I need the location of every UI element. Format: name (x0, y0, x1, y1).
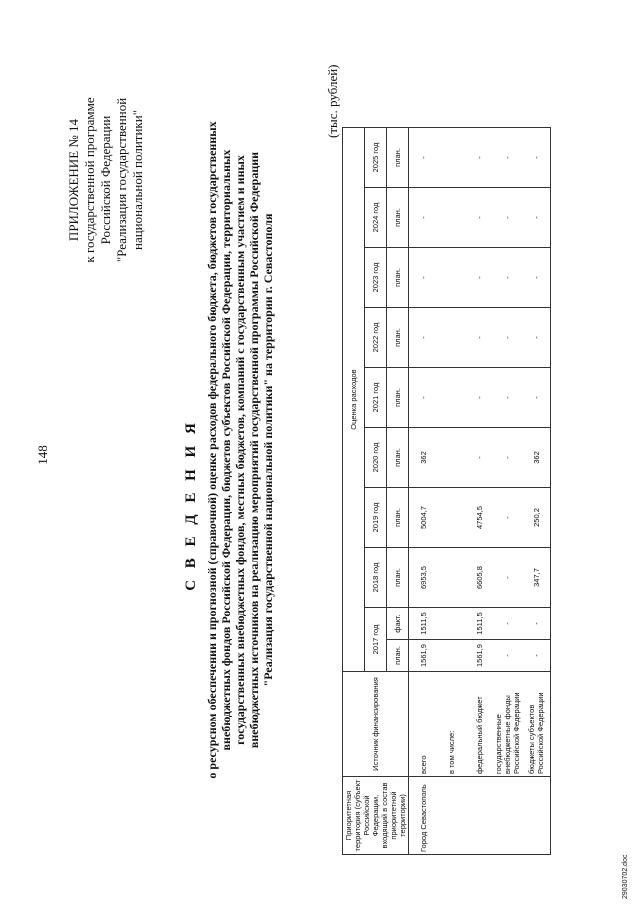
header-year: 2023 год (365, 248, 387, 308)
document-title: С В Е Д Е Н И Я (183, 419, 199, 591)
value-cell (437, 488, 465, 548)
value-cell: - (409, 368, 438, 428)
value-cell: - (493, 128, 522, 188)
value-cell: 1511,5 (409, 608, 438, 640)
territory-cell (522, 777, 551, 855)
units-label: (тыс. рублей) (325, 64, 340, 138)
subtitle-line: внебюджетных источников на реализацию мероприятий государственной программы Российской Федерации (247, 151, 261, 749)
expenditure-table (342, 127, 551, 855)
value-cell: - (493, 368, 522, 428)
header-plan: план. (387, 640, 409, 672)
table-body (409, 128, 551, 855)
value-cell: - (493, 248, 522, 308)
value-cell (437, 128, 465, 188)
value-cell: - (493, 188, 522, 248)
source-cell: в том числе: (437, 672, 465, 777)
header-year: 2024 год (365, 188, 387, 248)
source-cell: федеральный бюджет (465, 672, 493, 777)
value-cell: 6953,5 (409, 548, 438, 608)
table-row (522, 128, 551, 855)
subtitle-line: внебюджетных фондов Российской Федерации, бюджетов субъектов Российской Федерации, территориальных (219, 149, 233, 751)
appendix-line: Российской Федерации (98, 115, 113, 245)
value-cell: 1511,5 (465, 608, 493, 640)
value-cell (437, 428, 465, 488)
value-cell: - (493, 640, 522, 672)
territory-cell (465, 777, 493, 855)
table-row (437, 128, 465, 855)
header-year: 2020 год (365, 428, 387, 488)
header-year: 2025 год (365, 128, 387, 188)
value-cell: - (465, 368, 493, 428)
territory-cell (493, 777, 522, 855)
value-cell (437, 640, 465, 672)
value-cell (437, 368, 465, 428)
appendix-line: национальной политики" (130, 110, 145, 251)
source-cell: бюджеты субъектов Российской Федерации (522, 672, 551, 777)
value-cell: 4754,5 (465, 488, 493, 548)
value-cell: 1561,9 (465, 640, 493, 672)
source-cell: государственные внебюджетные фонды Российской Федерации (493, 672, 522, 777)
document-subtitle (205, 35, 275, 865)
table-row (465, 128, 493, 855)
value-cell: - (522, 308, 551, 368)
value-cell (437, 548, 465, 608)
value-cell: - (522, 608, 551, 640)
value-cell: 362 (522, 428, 551, 488)
header-source: Источник финансирования (343, 672, 409, 777)
value-cell: - (493, 308, 522, 368)
table-row (493, 128, 522, 855)
value-cell: - (409, 128, 438, 188)
value-cell: - (465, 308, 493, 368)
value-cell: 362 (409, 428, 438, 488)
header-estimate: Оценка расходов (343, 128, 365, 672)
header-plan: план. (387, 488, 409, 548)
value-cell: - (522, 128, 551, 188)
header-plan: план. (387, 248, 409, 308)
value-cell: 347,7 (522, 548, 551, 608)
header-plan: план. (387, 548, 409, 608)
value-cell: 6605,8 (465, 548, 493, 608)
table-row (409, 128, 438, 855)
page-number: 148 (35, 445, 50, 465)
header-year: 2017 год (365, 608, 387, 672)
value-cell: - (465, 128, 493, 188)
header-plan: план. (387, 308, 409, 368)
appendix-line: к государственной программе (82, 97, 97, 263)
value-cell: - (493, 608, 522, 640)
value-cell: - (465, 188, 493, 248)
header-year: 2021 год (365, 368, 387, 428)
header-fact: факт. (387, 608, 409, 640)
value-cell: 1561,9 (409, 640, 438, 672)
value-cell: - (409, 308, 438, 368)
value-cell: - (409, 188, 438, 248)
territory-cell: Город Севастополь (409, 777, 438, 855)
header-plan: план. (387, 368, 409, 428)
territory-cell (437, 777, 465, 855)
header-plan: план. (387, 128, 409, 188)
value-cell: - (522, 640, 551, 672)
value-cell: - (493, 428, 522, 488)
header-plan: план. (387, 188, 409, 248)
subtitle-line: "Реализация государственной национальной политики" на территории г. Севастополя (261, 213, 275, 687)
subtitle-line: государственных внебюджетных фондов, местных бюджетов, компаний с государственным участием и иных (233, 155, 247, 745)
value-cell (437, 188, 465, 248)
appendix-block (66, 55, 146, 305)
document-id: 29030702.doc (622, 854, 629, 899)
subtitle-line: о ресурсном обеспечении и прогнозной (справочной) оценке расходов федерального бюджета, бюджетов государственных (205, 121, 219, 779)
value-cell: - (493, 548, 522, 608)
value-cell (437, 248, 465, 308)
appendix-line: ПРИЛОЖЕНИЕ № 14 (66, 118, 81, 242)
header-year: 2022 год (365, 308, 387, 368)
source-cell: всего (409, 672, 438, 777)
header-year: 2019 год (365, 488, 387, 548)
value-cell: - (409, 248, 438, 308)
value-cell (437, 608, 465, 640)
value-cell: - (522, 368, 551, 428)
header-year: 2018 год (365, 548, 387, 608)
value-cell: 250,2 (522, 488, 551, 548)
value-cell: - (522, 188, 551, 248)
value-cell: - (465, 248, 493, 308)
value-cell: 5004,7 (409, 488, 438, 548)
value-cell: - (465, 428, 493, 488)
value-cell (437, 308, 465, 368)
header-territory: Приоритетная территория (субъект Российской Федерации, входящий в состав приоритетной территории) (343, 777, 409, 855)
value-cell: - (493, 488, 522, 548)
value-cell: - (522, 248, 551, 308)
appendix-line: "Реализация государственной (114, 97, 129, 263)
header-plan: план. (387, 428, 409, 488)
